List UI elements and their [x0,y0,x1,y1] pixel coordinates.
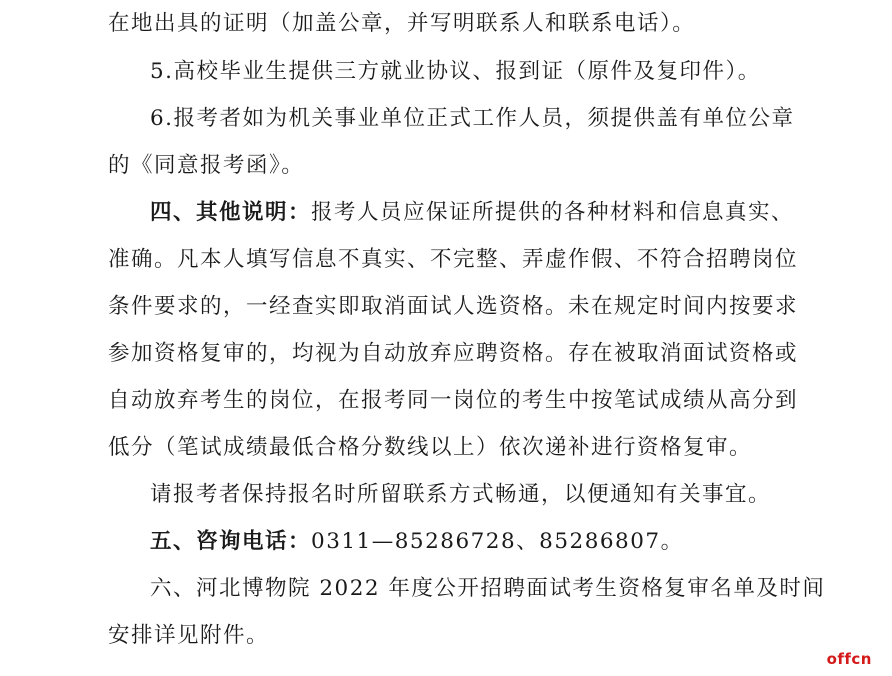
text-line: 请报考者保持报名时所留联系方式畅通，以便通知有关事宜。 [150,482,772,507]
text-line: 六、河北博物院 2022 年度公开招聘面试考生资格复审名单及时间 [150,576,826,601]
text-line: 条件要求的，一经查实即取消面试人选资格。未在规定时间内按要求 [108,294,799,319]
contact-phone-numbers: 0311—85286728、85286807。 [311,529,684,554]
paragraph-other-notes [150,198,794,228]
section-heading-contact: 五、咨询电话： [150,529,312,554]
text-line: 低分（笔试成绩最低合格分数线以上）依次递补进行资格复审。 [108,435,753,460]
text-line: 6.报考者如为机关事业单位正式工作人员，须提供盖有单位公章 [150,106,795,131]
text-segment: 报考人员应保证所提供的各种材料和信息真实、 [311,200,795,225]
text-line: 自动放弃考生的岗位，在报考同一岗位的考生中按笔试成绩从高分到 [108,388,799,413]
text-line: 的《同意报考函》。 [108,153,305,178]
offcn-watermark-logo: offcn [826,650,872,668]
paragraph-contact [150,527,684,557]
section-heading-other: 四、其他说明： [150,200,312,225]
text-line: 安排详见附件。 [108,623,270,648]
text-line: 准确。凡本人填写信息不真实、不完整、弄虚作假、不符合招聘岗位 [108,247,799,272]
text-line: 5.高校毕业生提供三方就业协议、报到证（原件及复印件）。 [150,59,761,84]
text-line: 在地出具的证明（加盖公章，并写明联系人和联系电话）。 [108,11,696,36]
text-line: 参加资格复审的，均视为自动放弃应聘资格。存在被取消面试资格或 [108,341,799,366]
